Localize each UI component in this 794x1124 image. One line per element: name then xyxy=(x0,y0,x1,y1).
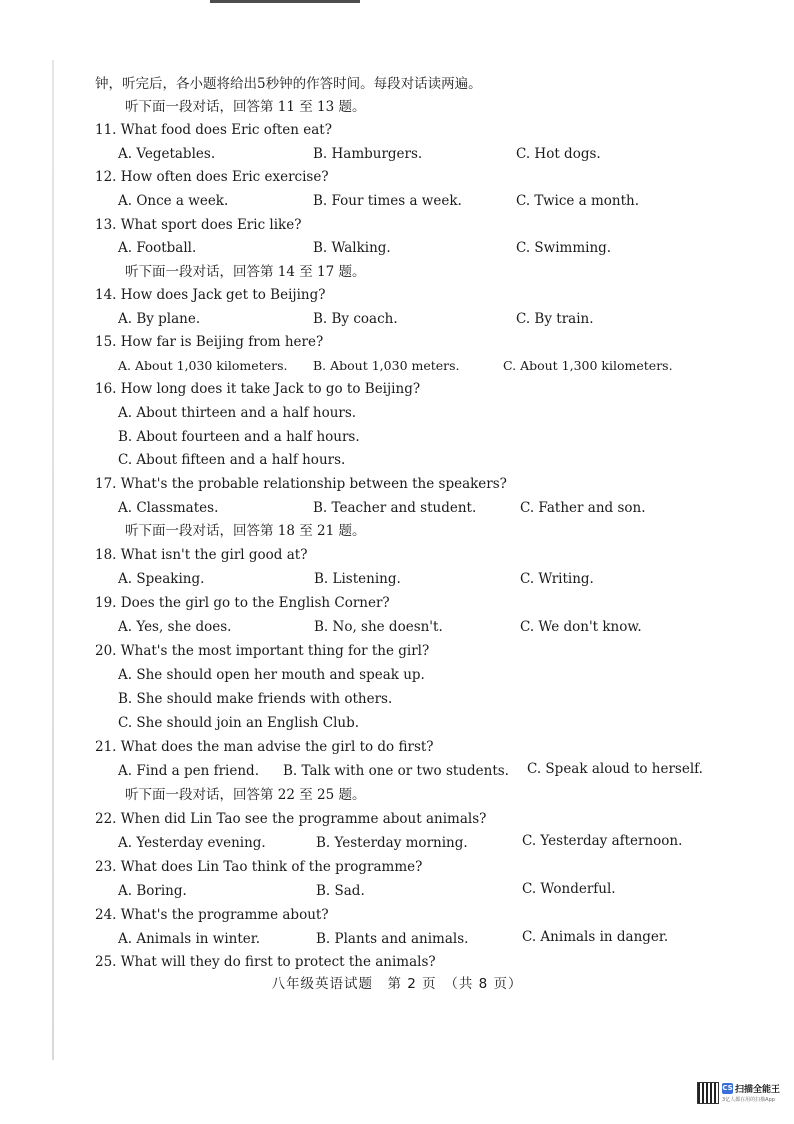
question-23: 23. What does Lin Tao think of the programme? xyxy=(95,859,423,875)
scanner-watermark xyxy=(722,1082,782,1106)
option-b: B. About fourteen and a half hours. xyxy=(118,429,360,445)
section-instruction: 听下面一段对话，回答第 22 至 25 题。 xyxy=(125,787,366,803)
section-instruction: 听下面一段对话，回答第 18 至 21 题。 xyxy=(125,523,366,539)
question-18: 18. What isn't the girl good at? xyxy=(95,547,308,563)
option-b: B. Listening. xyxy=(314,571,401,587)
option-b: B. Walking. xyxy=(313,240,391,256)
option-c: C. About 1,300 kilometers. xyxy=(503,358,673,373)
option-b: B. By coach. xyxy=(313,311,398,327)
option-c: C. Speak aloud to herself. xyxy=(527,761,703,777)
option-a: A. Classmates. xyxy=(118,500,219,516)
question-25: 25. What will they do first to protect the animals? xyxy=(95,954,436,970)
page-footer: 八年级英语试题 第 2 页 （共 8 页） xyxy=(271,976,523,992)
question-11: 11. What food does Eric often eat? xyxy=(95,122,332,138)
option-a: A. She should open her mouth and speak up. xyxy=(118,667,425,683)
option-c: C. Yesterday afternoon. xyxy=(522,833,683,849)
question-24: 24. What's the programme about? xyxy=(95,907,329,923)
question-12: 12. How often does Eric exercise? xyxy=(95,169,329,185)
header-line: 钟，听完后，各小题将给出5秒钟的作答时间。每段对话读两遍。 xyxy=(95,76,482,92)
question-22: 22. When did Lin Tao see the programme about animals? xyxy=(95,811,487,827)
option-b: B. Four times a week. xyxy=(313,193,462,209)
scan-artifact xyxy=(210,0,360,3)
option-a: A. Boring. xyxy=(118,883,187,899)
option-c: C. Twice a month. xyxy=(516,193,640,209)
option-a: A. Animals in winter. xyxy=(118,931,261,947)
option-a: A. Speaking. xyxy=(118,571,205,587)
option-b: B. Yesterday morning. xyxy=(316,835,468,851)
option-a: A. About 1,030 kilometers. xyxy=(118,358,288,373)
page-fold-shadow xyxy=(52,60,54,1060)
option-a: A. Yes, she does. xyxy=(118,619,232,635)
camscanner-icon: CS xyxy=(722,1084,733,1092)
option-b: B. No, she doesn't. xyxy=(314,619,443,635)
option-b: B. Teacher and student. xyxy=(313,500,477,516)
question-19: 19. Does the girl go to the English Corner? xyxy=(95,595,390,611)
option-b: B. Talk with one or two students. xyxy=(283,763,509,779)
question-17: 17. What's the probable relationship between the speakers? xyxy=(95,476,507,492)
question-21: 21. What does the man advise the girl to do first? xyxy=(95,739,434,755)
option-c: C. About fifteen and a half hours. xyxy=(118,452,346,468)
option-c: C. She should join an English Club. xyxy=(118,715,360,731)
option-a: A. Football. xyxy=(118,240,197,256)
option-a: A. Find a pen friend. xyxy=(118,763,259,779)
section-instruction: 听下面一段对话，回答第 11 至 13 题。 xyxy=(125,99,366,115)
option-c: C. Hot dogs. xyxy=(516,146,601,162)
option-c: C. We don't know. xyxy=(520,619,642,635)
question-20: 20. What's the most important thing for the girl? xyxy=(95,643,430,659)
option-a: A. Yesterday evening. xyxy=(118,835,266,851)
option-c: C. Animals in danger. xyxy=(522,929,669,945)
option-c: C. By train. xyxy=(516,311,594,327)
option-a: A. By plane. xyxy=(118,311,201,327)
option-b: B. Plants and animals. xyxy=(316,931,469,947)
option-c: C. Father and son. xyxy=(520,500,646,516)
option-b: B. About 1,030 meters. xyxy=(313,358,460,373)
option-a: A. Vegetables. xyxy=(118,146,216,162)
section-instruction: 听下面一段对话，回答第 14 至 17 题。 xyxy=(125,264,366,280)
option-b: B. She should make friends with others. xyxy=(118,691,393,707)
option-a: A. About thirteen and a half hours. xyxy=(118,405,357,421)
option-c: C. Wonderful. xyxy=(522,881,616,897)
option-c: C. Swimming. xyxy=(516,240,612,256)
question-16: 16. How long does it take Jack to go to Beijing? xyxy=(95,381,421,397)
option-c: C. Writing. xyxy=(520,571,594,587)
option-a: A. Once a week. xyxy=(118,193,229,209)
watermark-subtitle: 3亿人都在用的扫描App xyxy=(722,1097,775,1103)
question-15: 15. How far is Beijing from here? xyxy=(95,334,324,350)
qr-code-icon xyxy=(697,1082,719,1104)
question-14: 14. How does Jack get to Beijing? xyxy=(95,287,326,303)
option-b: B. Sad. xyxy=(316,883,365,899)
option-b: B. Hamburgers. xyxy=(313,146,423,162)
question-13: 13. What sport does Eric like? xyxy=(95,217,302,233)
watermark-name: 扫描全能王 xyxy=(735,1085,781,1095)
